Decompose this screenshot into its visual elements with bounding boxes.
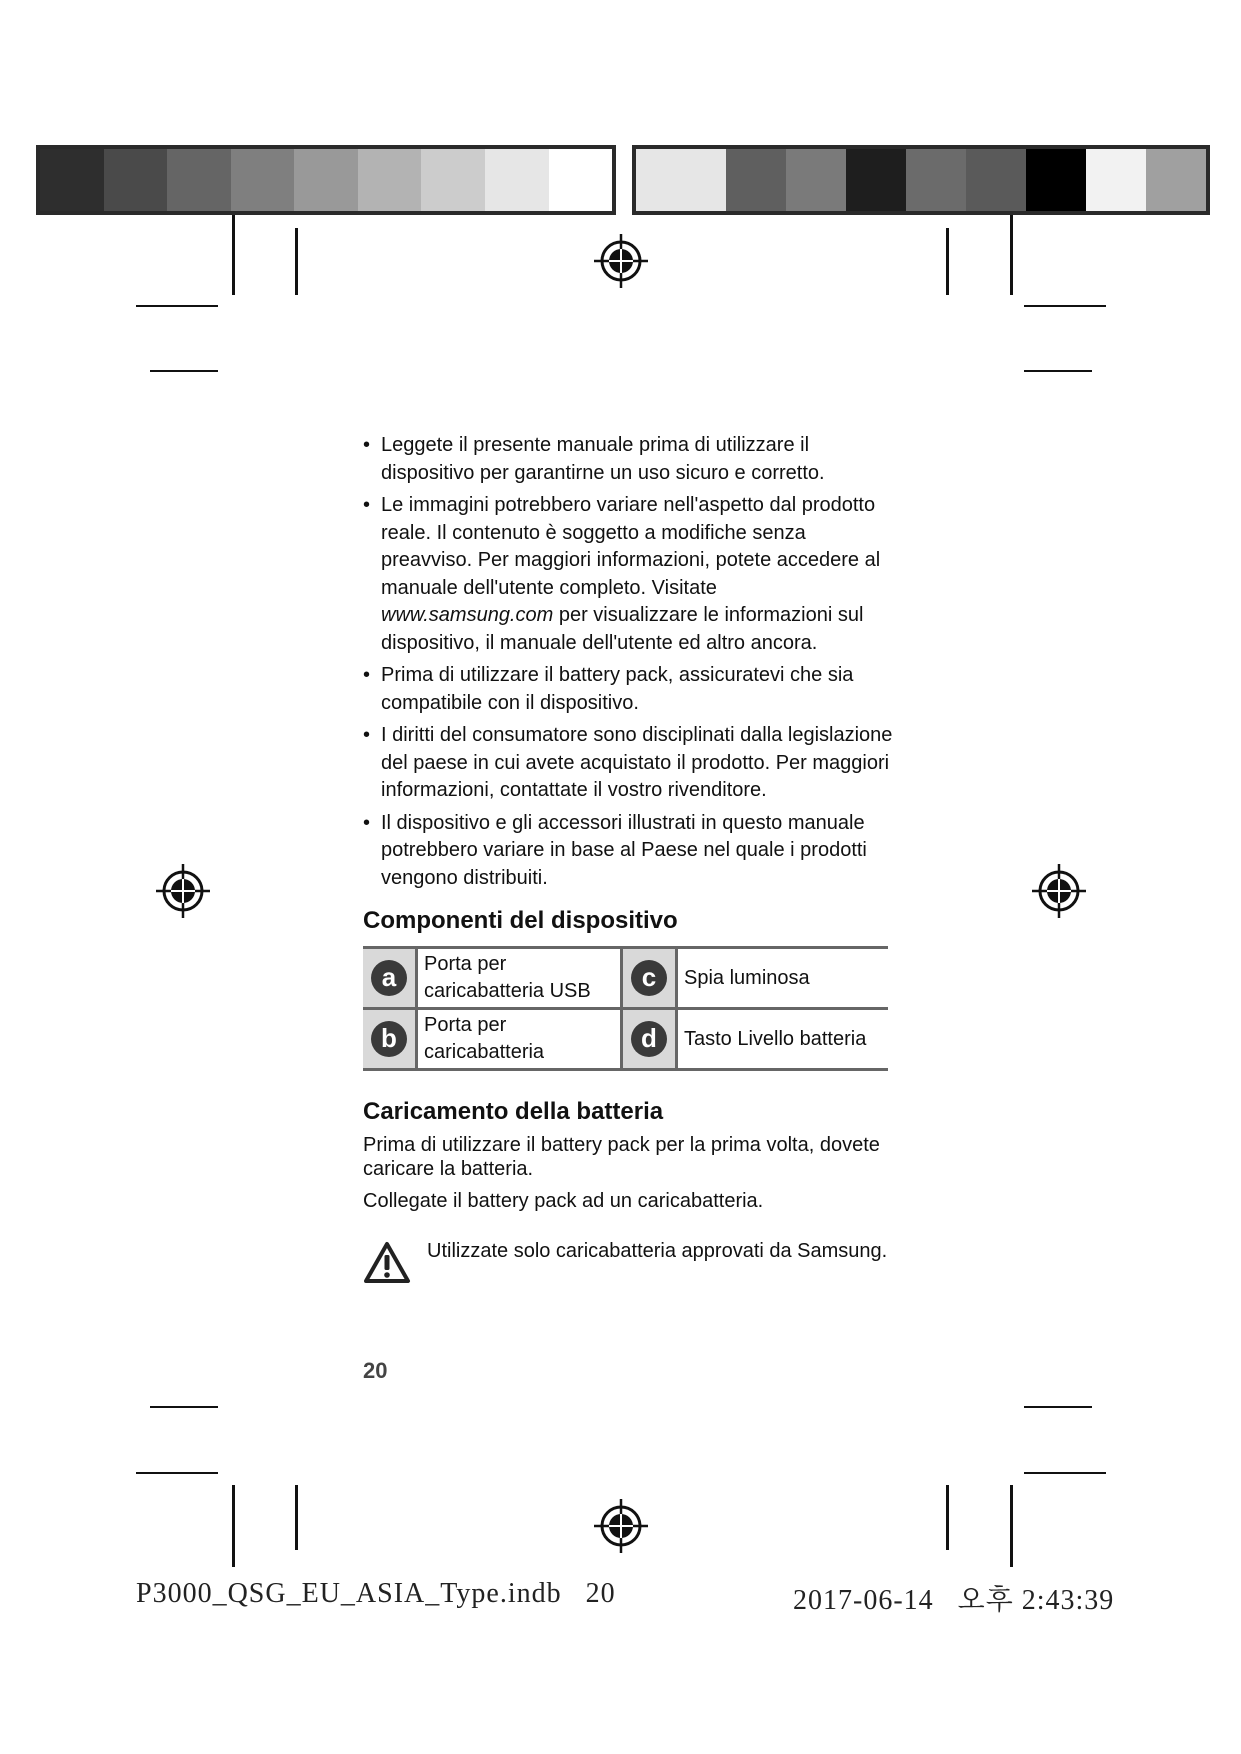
crop-mark [136, 305, 218, 307]
color-swatch [167, 149, 231, 211]
component-label: Porta per caricabatteria [417, 1009, 622, 1070]
color-bar-right [632, 145, 1210, 215]
color-swatch [1146, 149, 1206, 211]
component-label: Porta per caricabatteria USB [417, 948, 622, 1009]
components-heading: Componenti del dispositivo [363, 907, 678, 934]
color-swatch [786, 149, 846, 211]
color-bar-left [36, 145, 616, 215]
warning-text: Utilizzate solo caricabatteria approvati da Samsung. [427, 1239, 888, 1262]
color-swatch [966, 149, 1026, 211]
badge-d: d [631, 1021, 667, 1057]
color-swatch [1026, 149, 1086, 211]
charging-heading: Caricamento della batteria [363, 1098, 664, 1125]
color-swatch [549, 149, 613, 211]
color-swatch [726, 149, 786, 211]
crop-mark [1024, 305, 1106, 307]
registration-mark-left [154, 862, 212, 920]
crop-mark [150, 370, 218, 372]
color-swatch [1086, 149, 1146, 211]
samsung-link[interactable]: www.samsung.com [381, 604, 554, 626]
table-row [363, 1009, 888, 1070]
crop-mark [946, 228, 949, 295]
crop-mark [232, 215, 235, 295]
crop-mark [295, 228, 298, 295]
color-swatch [485, 149, 549, 211]
page-number: 20 [363, 1358, 388, 1383]
charging-paragraph: Prima di utilizzare il battery pack per la prima volta, dovete caricare la batteria. [363, 1134, 880, 1180]
crop-mark [946, 1485, 949, 1550]
crop-mark [1010, 215, 1013, 295]
crop-mark [150, 1406, 218, 1408]
registration-mark-top [592, 232, 650, 290]
list-item: • I diritti del consumatore sono disciplinati dalla legislazione del paese in cui avete acquistato il prodotto. Per maggiori informazioni, contattate il vostro rivenditore. [363, 722, 893, 805]
crop-mark [1024, 1472, 1106, 1474]
color-swatch [358, 149, 422, 211]
list-item: • Il dispositivo e gli accessori illustrati in questo manuale potrebbero variare in base al Paese nel quale i prodotti vengono distribuiti. [363, 810, 893, 893]
crop-mark [1024, 370, 1092, 372]
list-item: • Prima di utilizzare il battery pack, assicuratevi che sia compatibile con il dispositivo. [363, 662, 893, 717]
slug-timestamp: 2017-06-14 오후 2:43:39 [793, 1585, 1115, 1616]
charging-paragraph: Collegate il battery pack ad un caricabatteria. [363, 1190, 764, 1212]
crop-mark [136, 1472, 218, 1474]
crop-mark [232, 1485, 235, 1567]
components-table [363, 946, 888, 1071]
color-swatch [906, 149, 966, 211]
component-label: Spia luminosa [677, 948, 889, 1009]
color-swatch [40, 149, 104, 211]
color-swatch [636, 149, 726, 211]
slug-file: P3000_QSG_EU_ASIA_Type.indb 20 [136, 1578, 616, 1609]
color-swatch [846, 149, 906, 211]
color-swatch [104, 149, 168, 211]
crop-mark [1010, 1485, 1013, 1567]
registration-mark-bottom [592, 1497, 650, 1555]
badge-b: b [371, 1021, 407, 1057]
badge-a: a [371, 960, 407, 996]
page-content [363, 432, 893, 1285]
notice-list [363, 432, 893, 892]
registration-mark-right [1030, 862, 1088, 920]
color-swatch [294, 149, 358, 211]
list-item: • Leggete il presente manuale prima di utilizzare il dispositivo per garantirne un uso sicuro e corretto. [363, 432, 893, 487]
color-swatch [231, 149, 295, 211]
crop-mark [1024, 1406, 1092, 1408]
warning-icon [363, 1241, 411, 1285]
list-item: • Le immagini potrebbero variare nell'aspetto dal prodotto reale. Il contenuto è soggetto a modifiche senza preavviso. Per maggiori informazioni, potete accedere al manuale dell'utente completo. Visitate www.samsung.com per visualizzare le informazioni sul dispositivo, il manuale dell'utente ed altro ancora. [363, 492, 893, 657]
warning-note [363, 1238, 893, 1285]
color-swatch [421, 149, 485, 211]
badge-c: c [631, 960, 667, 996]
table-row [363, 948, 888, 1009]
crop-mark [295, 1485, 298, 1550]
component-label: Tasto Livello batteria [677, 1009, 889, 1070]
